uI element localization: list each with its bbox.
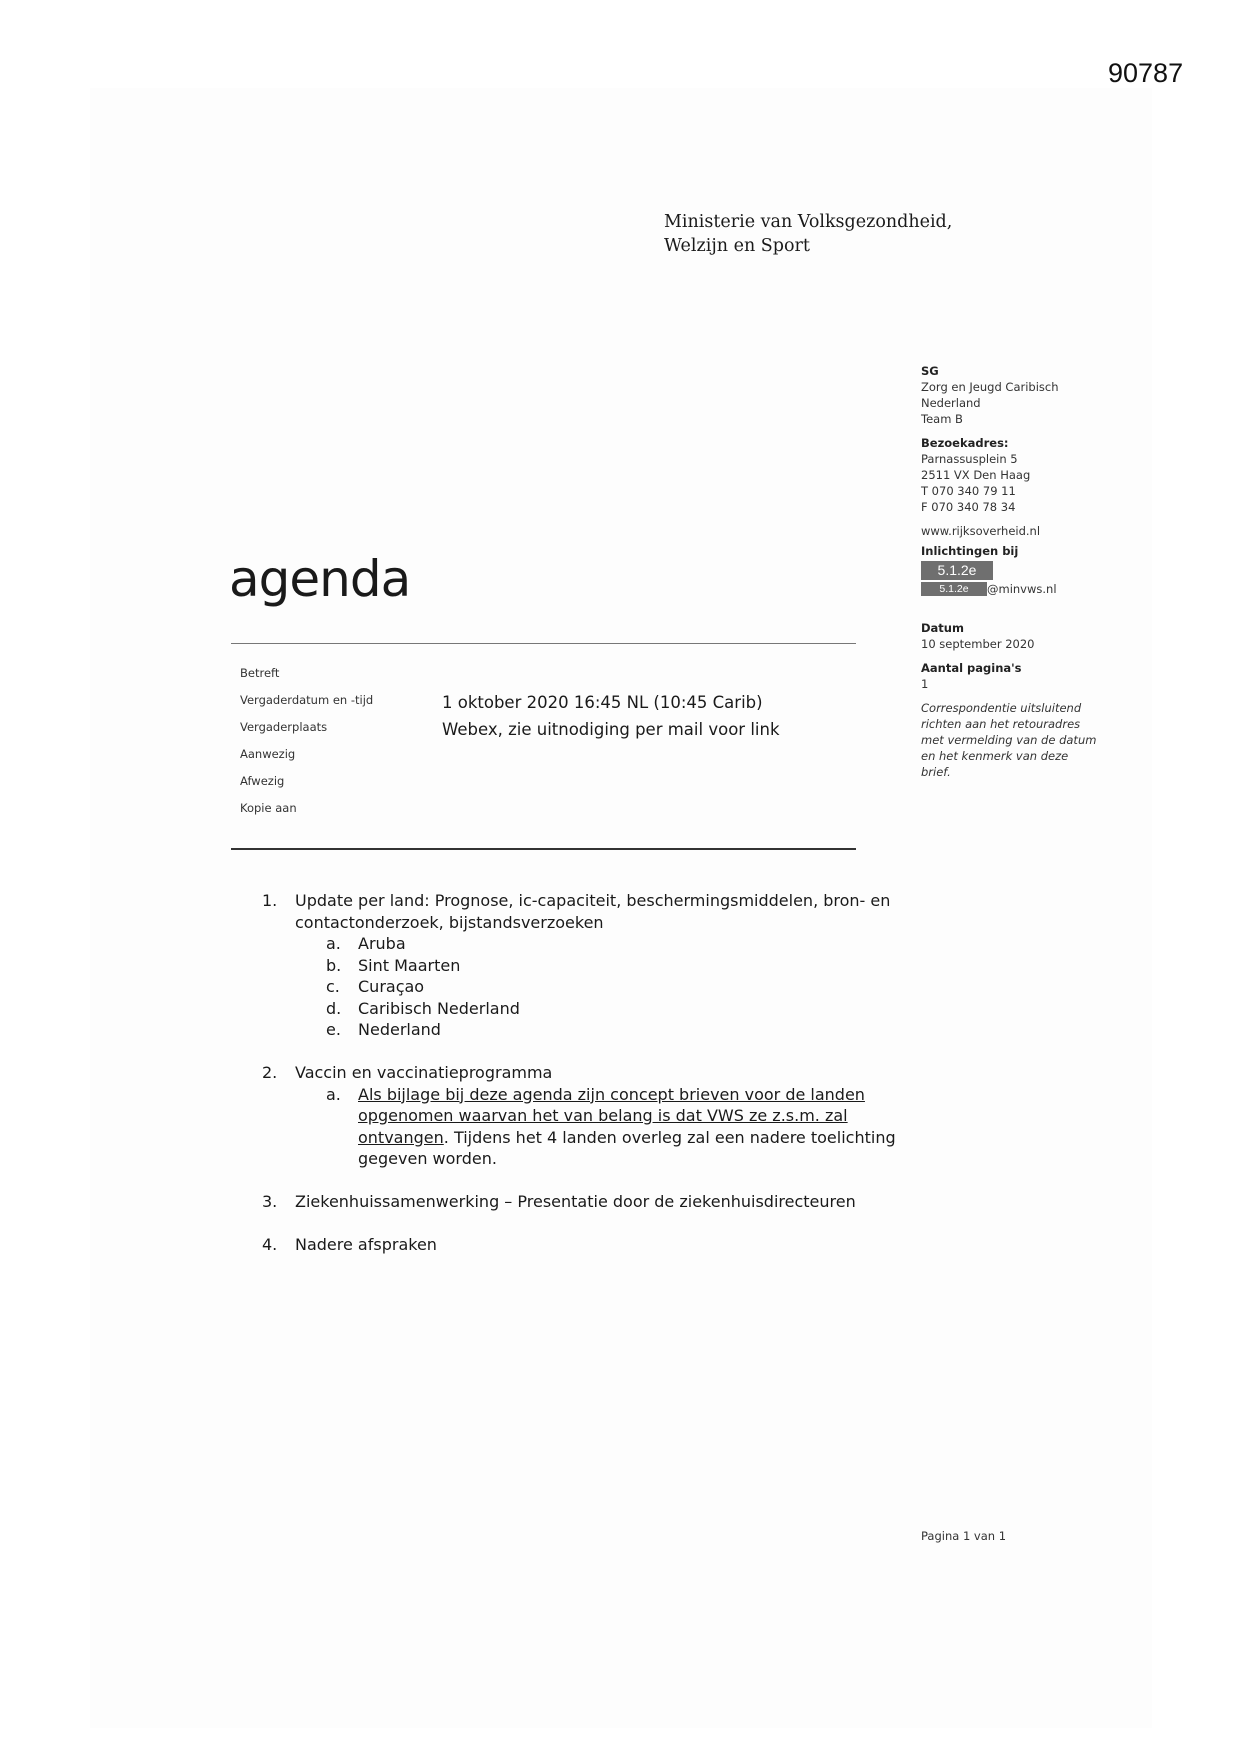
item-text: Vaccin en vaccinatieprogramma <box>295 1063 553 1082</box>
unit-line-2: Nederland <box>921 396 981 410</box>
sub-item-text: Sint Maarten <box>358 955 461 975</box>
website-link[interactable]: www.rijksoverheid.nl <box>921 524 1041 538</box>
redaction-email: 5.1.2e <box>921 582 987 596</box>
label-present: Aanwezig <box>240 747 296 761</box>
meeting-location: Webex, zie uitnodiging per mail voor link <box>442 720 780 739</box>
label-location: Vergaderplaats <box>240 720 328 734</box>
document-number: 90787 <box>1108 58 1184 88</box>
unit-line-1: Zorg en Jeugd Caribisch <box>921 380 1059 394</box>
sub-item-text: Aruba <box>358 934 406 953</box>
date: 10 september 2020 <box>921 637 1035 651</box>
label-absent: Afwezig <box>240 774 285 788</box>
fax: F 070 340 78 34 <box>921 500 1016 514</box>
item-text: Ziekenhuissamenwerking – Presentatie door de ziekenhuisdirecteuren <box>295 1192 856 1211</box>
sub-item: d. Caribisch Nederland <box>326 998 520 1018</box>
item-number: 2. <box>262 1063 278 1082</box>
phone: T 070 340 79 11 <box>921 484 1016 498</box>
pages-heading: Aantal pagina's <box>921 661 1022 675</box>
page-footer: Pagina 1 van 1 <box>921 1529 1007 1543</box>
item-number: 3. <box>262 1192 278 1211</box>
agenda-items <box>262 890 922 1256</box>
meeting-datetime: 1 oktober 2020 16:45 NL (10:45 Carib) <box>442 693 763 712</box>
note-line-1: Correspondentie uitsluitend <box>921 701 1082 715</box>
visit-address-heading: Bezoekadres: <box>921 436 1009 450</box>
agenda-item-1 <box>262 890 922 933</box>
sub-item-text: Nederland <box>358 1020 441 1039</box>
sub-item-text: Curaçao <box>358 977 425 996</box>
info-heading: Inlichtingen bij <box>921 544 1019 558</box>
meeting-values <box>442 692 780 746</box>
ministry-line-2: Welzijn en Sport <box>664 236 810 256</box>
redaction-name: 5.1.2e <box>921 561 993 580</box>
team: Team B <box>921 412 963 426</box>
divider-top <box>231 643 856 644</box>
note-line-3: met vermelding van de datum <box>921 733 1097 747</box>
note-line-5: brief. <box>921 765 951 779</box>
sub-item-text: Caribisch Nederland <box>358 998 520 1018</box>
attachment-link-line-1[interactable]: Als bijlage bij deze agenda zijn concept brieven voor de landen <box>358 1084 865 1104</box>
divider-bottom <box>231 848 856 850</box>
page-title: agenda <box>229 550 411 608</box>
email-row <box>921 582 1121 596</box>
email-domain: @minvws.nl <box>987 582 1057 596</box>
sub-item: c. Curaçao <box>326 977 425 996</box>
sub-item: e. Nederland <box>326 1020 441 1039</box>
note-line-2: richten aan het retouradres <box>921 717 1081 731</box>
ministry-logo-text <box>664 210 952 258</box>
agenda-item-2 <box>262 1062 922 1084</box>
sub-item: a. Als bijlage bij deze agenda zijn concept brieven voor de landen opgenomen waarvan het van belang is dat VWS ze z.s.m. zal ontvangen. Tijdens het 4 landen overleg zal een nadere toelichting gegeven worden. <box>326 1084 896 1168</box>
agenda-item-4 <box>262 1234 922 1256</box>
agenda-item-3 <box>262 1191 922 1213</box>
sender-details <box>921 363 1121 780</box>
sub-item: a. Aruba <box>326 934 406 953</box>
date-heading: Datum <box>921 621 964 635</box>
attachment-link-line-2[interactable]: opgenomen waarvan het van belang is dat VWS ze z.s.m. zal <box>358 1106 848 1125</box>
item-text-line-1: Update per land: Prognose, ic-capaciteit, beschermingsmiddelen, bron- en <box>295 891 891 910</box>
label-subject: Betreft <box>240 666 280 680</box>
ministry-line-1: Ministerie van Volksgezondheid, <box>664 212 953 232</box>
sub-item-text: . Tijdens het 4 landen overleg zal een nadere toelichting <box>443 1127 896 1147</box>
meeting-labels <box>240 664 373 826</box>
city: 2511 VX Den Haag <box>921 468 1031 482</box>
street: Parnassusplein 5 <box>921 452 1018 466</box>
attachment-link-line-3[interactable]: ontvangen <box>358 1127 444 1147</box>
item-text: Nadere afspraken <box>295 1235 437 1254</box>
note-line-4: en het kenmerk van deze <box>921 749 1069 763</box>
pages-count: 1 <box>921 677 929 691</box>
label-copy-to: Kopie aan <box>240 801 297 815</box>
department: SG <box>921 364 939 378</box>
item-number: 4. <box>262 1235 278 1254</box>
sub-item-text: gegeven worden. <box>358 1149 497 1168</box>
sub-item: b. Sint Maarten <box>326 955 461 975</box>
item-text-line-2: contactonderzoek, bijstandsverzoeken <box>295 912 604 932</box>
label-datetime: Vergaderdatum en -tijd <box>240 693 374 707</box>
item-number: 1. <box>262 891 278 910</box>
